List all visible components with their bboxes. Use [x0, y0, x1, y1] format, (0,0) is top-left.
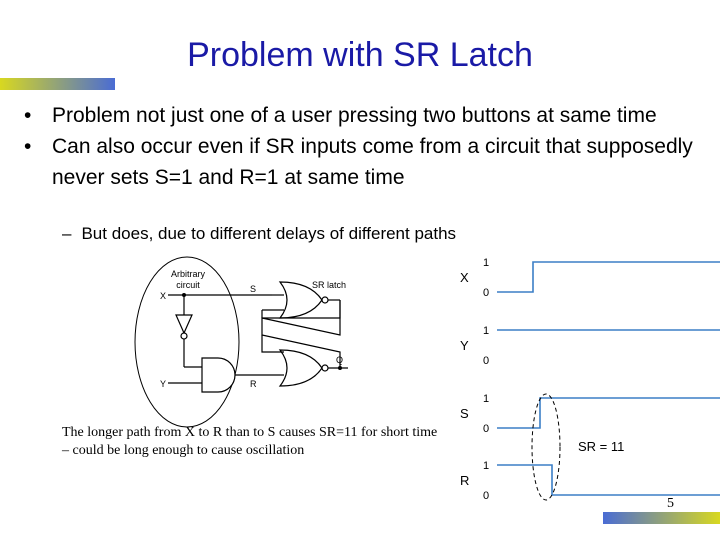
slide-title: Problem with SR Latch	[187, 36, 533, 74]
timing-high-label: 1	[483, 460, 490, 472]
sr-latch-label: SR latch	[312, 280, 347, 290]
timing-signal-s-label: S	[460, 406, 469, 421]
footer-accent-bar	[603, 512, 720, 524]
page-number: 5	[667, 496, 674, 511]
timing-low-label: 0	[483, 490, 490, 502]
waveform-r	[497, 465, 720, 495]
bullet-dot-icon: •	[24, 104, 32, 127]
arbitrary-circuit-label-2: circuit	[176, 280, 200, 290]
timing-signal-y-label: Y	[460, 338, 469, 353]
q-output-label: Q	[336, 355, 344, 365]
timing-low-label: 0	[483, 287, 490, 299]
dash-icon: –	[62, 224, 72, 243]
sub-bullet-text: But does, due to different delays of different paths	[81, 224, 457, 243]
timing-signal-r-label: R	[460, 473, 470, 488]
timing-low-label: 0	[483, 423, 490, 435]
s-input-label: S	[250, 284, 257, 294]
arbitrary-circuit-label: Arbitrary	[170, 269, 206, 279]
timing-signal-x-label: X	[460, 270, 469, 285]
x-input-label: X	[160, 291, 167, 301]
timing-high-label: 1	[483, 325, 490, 337]
bullet-dot-icon: •	[24, 135, 32, 158]
r-input-label: R	[250, 379, 257, 389]
sr-11-highlight-oval	[532, 394, 560, 500]
waveform-s	[497, 398, 720, 428]
timing-high-label: 1	[483, 393, 490, 405]
timing-low-label: 0	[483, 355, 490, 367]
sr-11-annotation: SR = 11	[578, 439, 625, 454]
bullet-text: Can also occur even if SR inputs come from a circuit that supposedly never sets S=1 and R=1 at same time	[52, 135, 693, 189]
timing-high-label: 1	[483, 257, 490, 269]
figure-caption: The longer path from X to R than to S causes SR=11 for short time – could be long enough to cause oscillation	[62, 425, 438, 458]
waveform-x	[497, 262, 720, 292]
y-input-label: Y	[160, 379, 167, 389]
bullet-text: Problem not just one of a user pressing two buttons at same time	[52, 104, 657, 127]
